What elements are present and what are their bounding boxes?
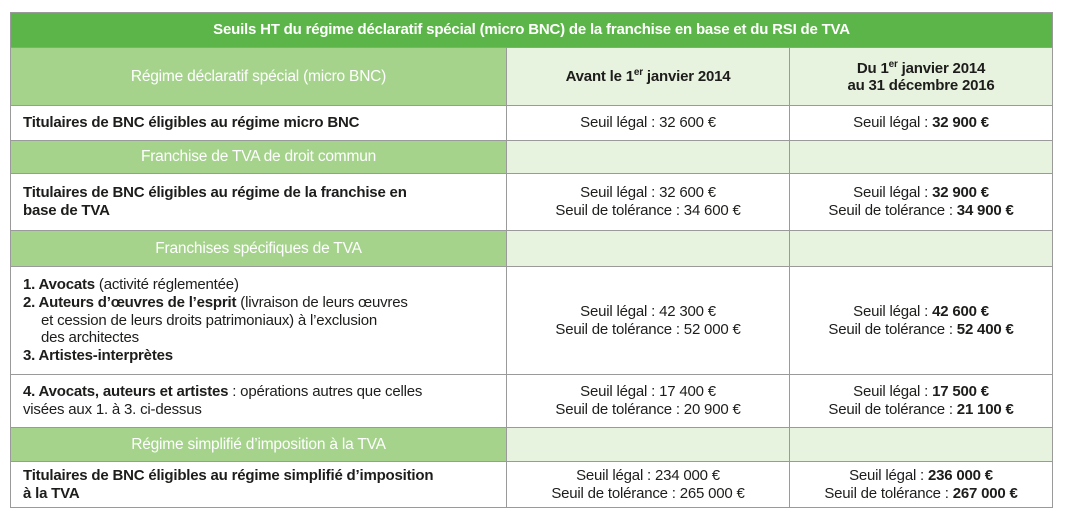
before-2014-values <box>507 106 790 141</box>
legal-threshold-value: 17 500 € <box>932 383 989 400</box>
table-title: Seuils HT du régime déclaratif spécial (micro BNC) de la franchise en base et du RSI de TVA <box>11 13 1053 48</box>
before-2014-values <box>507 174 790 231</box>
period-values <box>790 267 1053 375</box>
tolerance-threshold <box>519 401 777 419</box>
thresholds-table <box>10 12 1053 508</box>
legal-threshold <box>802 467 1040 485</box>
legal-threshold-label: Seuil légal : <box>580 114 660 131</box>
tolerance-threshold <box>802 202 1040 220</box>
row-micro-bnc <box>11 106 1053 141</box>
header-before-prefix: Avant le 1 <box>565 68 634 85</box>
legal-threshold <box>802 184 1040 202</box>
row-autres-operations <box>11 375 1053 428</box>
tolerance-threshold <box>519 202 777 220</box>
before-2014-values <box>507 375 790 428</box>
header-row <box>11 48 1053 106</box>
list-item-continuation: et cession de leurs droits patrimoniaux) à l’exclusion <box>41 311 378 329</box>
legal-threshold <box>519 184 777 202</box>
tolerance-threshold <box>519 321 777 339</box>
row-label-line: visées aux 1. à 3. ci-dessus <box>23 401 202 418</box>
tolerance-threshold-value: 34 900 € <box>956 202 1014 219</box>
legal-threshold-value: 32 900 € <box>932 184 989 201</box>
section-blank-cell <box>790 231 1053 267</box>
legal-threshold <box>519 467 777 485</box>
legal-threshold-value: 42 300 € <box>659 302 716 320</box>
tolerance-threshold-value: 52 400 € <box>956 320 1014 338</box>
list-item-title: 2. Auteurs d’œuvres de l’esprit <box>23 293 237 311</box>
tolerance-threshold-label: Seuil de tolérance : <box>828 401 957 418</box>
tolerance-threshold <box>802 401 1040 419</box>
section-title-franchise-commun: Franchise de TVA de droit commun <box>11 141 507 174</box>
row-label-line: Titulaires de BNC éligibles au régime de la franchise en <box>23 184 407 201</box>
row-label-title: 4. Avocats, auteurs et artistes <box>23 383 229 400</box>
row-label-line <box>23 383 494 401</box>
section-title-regime-simplifie: Régime simplifié d’imposition à la TVA <box>11 428 507 462</box>
header-period-line-1 <box>802 60 1040 77</box>
tolerance-threshold-value: 21 100 € <box>956 401 1014 418</box>
section-row-franchises-specifiques <box>11 231 1053 267</box>
tolerance-threshold-label: Seuil de tolérance : <box>555 202 684 219</box>
period-values <box>790 375 1053 428</box>
legal-threshold <box>519 114 777 132</box>
tolerance-threshold-label: Seuil de tolérance : <box>828 202 957 219</box>
header-before-superscript: er <box>633 67 643 78</box>
section-row-regime-simplifie <box>11 428 1053 462</box>
tolerance-threshold <box>519 485 777 503</box>
legal-threshold-label: Seuil légal : <box>849 466 928 484</box>
tolerance-threshold-value: 267 000 € <box>952 484 1018 502</box>
tolerance-threshold <box>802 485 1040 503</box>
row-label-line: base de TVA <box>23 202 110 219</box>
header-period-prefix: Du 1 <box>856 59 889 77</box>
legal-threshold-value: 236 000 € <box>928 466 993 484</box>
header-period-2014-2016 <box>790 48 1053 106</box>
row-label-micro-bnc: Titulaires de BNC éligibles au régime micro BNC <box>11 106 507 141</box>
legal-threshold-label: Seuil légal : <box>576 466 655 484</box>
row-label-line: à la TVA <box>23 484 80 502</box>
row-franchise-base <box>11 174 1053 231</box>
tolerance-threshold-value: 265 000 € <box>679 484 745 502</box>
title-row <box>11 13 1053 48</box>
legal-threshold <box>802 383 1040 401</box>
period-values <box>790 174 1053 231</box>
legal-threshold <box>519 303 777 321</box>
tolerance-threshold-label: Seuil de tolérance : <box>555 401 684 418</box>
specific-franchises-list <box>11 267 507 375</box>
row-label-regime-simplifie <box>11 462 507 508</box>
list-item-text: (activité réglementée) <box>94 276 239 294</box>
tolerance-threshold-label: Seuil de tolérance : <box>555 320 684 338</box>
row-label-line: Titulaires de BNC éligibles au régime simplifié d’imposition <box>23 466 434 484</box>
legal-threshold <box>802 114 1040 132</box>
legal-threshold <box>519 383 777 401</box>
legal-threshold-label: Seuil légal : <box>853 184 933 201</box>
legal-threshold-value: 42 600 € <box>932 302 989 320</box>
row-franchises-specifiques <box>11 267 1053 375</box>
legal-threshold <box>802 303 1040 321</box>
header-period-superscript: er <box>888 58 898 70</box>
before-2014-values <box>507 462 790 508</box>
tolerance-threshold <box>802 321 1040 339</box>
section-blank-cell <box>507 141 790 174</box>
section-blank-cell <box>507 428 790 462</box>
list-item-text: (livraison de leurs œuvres <box>236 293 408 311</box>
tolerance-threshold-label: Seuil de tolérance : <box>824 484 953 502</box>
section-blank-cell <box>790 428 1053 462</box>
legal-threshold-value: 32 600 € <box>659 184 716 201</box>
legal-threshold-label: Seuil légal : <box>580 184 660 201</box>
list-item-continuation: des architectes <box>41 329 139 347</box>
list-item-title: 3. Artistes-interprètes <box>23 347 173 365</box>
section-row-franchise-commun <box>11 141 1053 174</box>
section-blank-cell <box>507 231 790 267</box>
header-before-2014 <box>507 48 790 106</box>
list-item-artistes <box>23 347 494 365</box>
tolerance-threshold-label: Seuil de tolérance : <box>828 320 957 338</box>
legal-threshold-value: 32 900 € <box>932 114 989 131</box>
before-2014-values <box>507 267 790 375</box>
header-period-line-2: au 31 décembre 2016 <box>847 76 995 94</box>
tolerance-threshold-value: 20 900 € <box>683 401 741 418</box>
row-label-autres-operations <box>11 375 507 428</box>
legal-threshold-label: Seuil légal : <box>580 302 660 320</box>
section-title-franchises-specifiques: Franchises spécifiques de TVA <box>11 231 507 267</box>
legal-threshold-label: Seuil légal : <box>853 302 933 320</box>
header-before-suffix: janvier 2014 <box>642 68 731 85</box>
tolerance-threshold-label: Seuil de tolérance : <box>551 484 680 502</box>
legal-threshold-label: Seuil légal : <box>853 383 933 400</box>
legal-threshold-label: Seuil légal : <box>853 114 933 131</box>
period-values <box>790 462 1053 508</box>
header-period-suffix: janvier 2014 <box>897 59 986 77</box>
header-regime: Régime déclaratif spécial (micro BNC) <box>11 48 507 106</box>
list-item-title: 1. Avocats <box>23 276 95 294</box>
list-item-auteurs <box>23 294 494 347</box>
tolerance-threshold-value: 52 000 € <box>683 320 741 338</box>
section-blank-cell <box>790 141 1053 174</box>
row-label-text: : opérations autres que celles <box>228 383 423 400</box>
legal-threshold-value: 234 000 € <box>654 466 720 484</box>
legal-threshold-value: 17 400 € <box>659 383 716 400</box>
row-regime-simplifie <box>11 462 1053 508</box>
row-label-franchise-base <box>11 174 507 231</box>
legal-threshold-value: 32 600 € <box>659 114 716 131</box>
period-values <box>790 106 1053 141</box>
list-item-avocats <box>23 276 494 294</box>
legal-threshold-label: Seuil légal : <box>580 383 660 400</box>
tolerance-threshold-value: 34 600 € <box>683 202 741 219</box>
